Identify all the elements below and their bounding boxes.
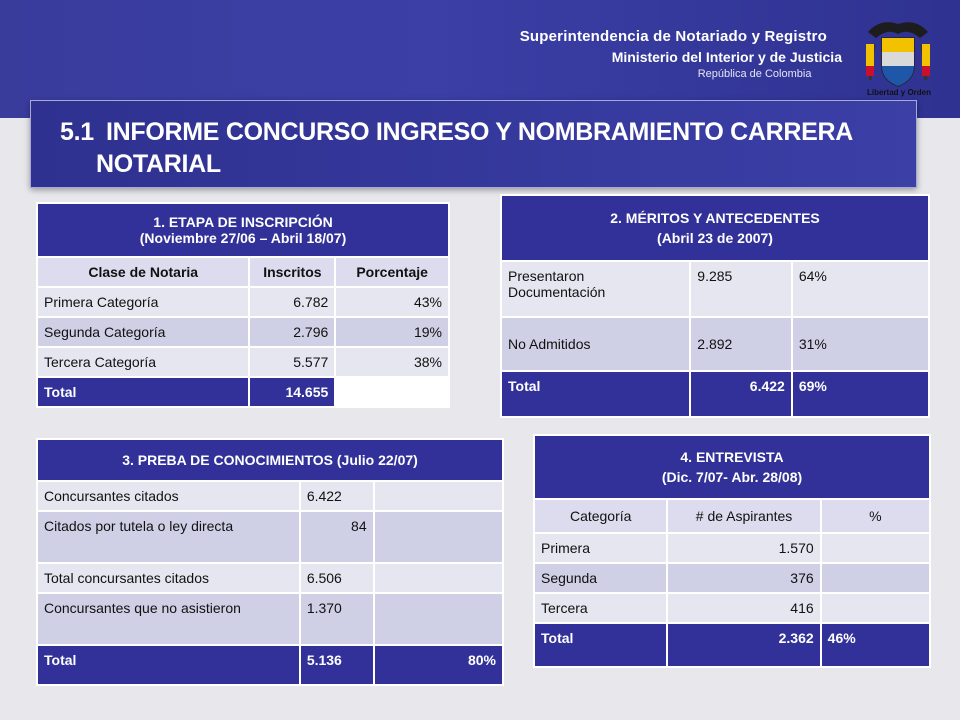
column-header: % <box>821 499 930 533</box>
org-line-2: Ministerio del Interior y de Justicia <box>611 49 842 65</box>
table-row: Concursantes que no asistieron 1.370 <box>37 593 503 645</box>
total-row: Total 14.655 <box>37 377 449 407</box>
table-row: Citados por tutela o ley directa 84 <box>37 511 503 563</box>
table-row: Concursantes citados 6.422 <box>37 481 503 511</box>
table-row: Segunda Categoría 2.796 19% <box>37 317 449 347</box>
table-row: Primera 1.570 <box>534 533 930 563</box>
table-header: 3. PREBA DE CONOCIMIENTOS (Julio 22/07) <box>37 439 503 481</box>
table-row: No Admitidos 2.892 31% <box>501 317 929 371</box>
table-row: Tercera Categoría 5.577 38% <box>37 347 449 377</box>
table-meritos <box>500 194 930 418</box>
table-conocimientos <box>36 438 504 686</box>
organization-name <box>520 28 842 80</box>
table-row: Segunda 376 <box>534 563 930 593</box>
table-header: 2. MÉRITOS Y ANTECEDENTES (Abril 23 de 2007) <box>501 195 929 261</box>
column-header: Porcentaje <box>335 257 449 287</box>
title-number: 5.1 <box>60 118 94 146</box>
table-row: Primera Categoría 6.782 43% <box>37 287 449 317</box>
total-row: Total 6.422 69% <box>501 371 929 417</box>
column-header: Clase de Notaria <box>37 257 249 287</box>
total-row: Total 2.362 46% <box>534 623 930 667</box>
table-row: Total concursantes citados 6.506 <box>37 563 503 593</box>
title-line-2: NOTARIAL <box>96 150 221 178</box>
table-entrevista <box>533 434 931 668</box>
title-line-1: INFORME CONCURSO INGRESO Y NOMBRAMIENTO CARRERA <box>106 118 854 146</box>
org-line-1: Superintendencia de Notariado y Registro <box>519 28 827 45</box>
page-title <box>60 116 853 180</box>
column-header: Categoría <box>534 499 667 533</box>
table-row: Tercera 416 <box>534 593 930 623</box>
column-header: Inscritos <box>249 257 335 287</box>
table-row: Presentaron Documentación 9.285 64% <box>501 261 929 317</box>
total-row: Total 5.136 80% <box>37 645 503 685</box>
column-header: # de Aspirantes <box>667 499 820 533</box>
table-header: 4. ENTREVISTA (Dic. 7/07- Abr. 28/08) <box>534 435 930 499</box>
org-line-3: República de Colombia <box>697 68 812 80</box>
crest-motto: Libertad y Orden <box>866 88 931 97</box>
table-inscripcion <box>36 202 450 408</box>
table-header: 1. ETAPA DE INSCRIPCIÓN (Noviembre 27/06 – Abril 18/07) <box>37 203 449 257</box>
